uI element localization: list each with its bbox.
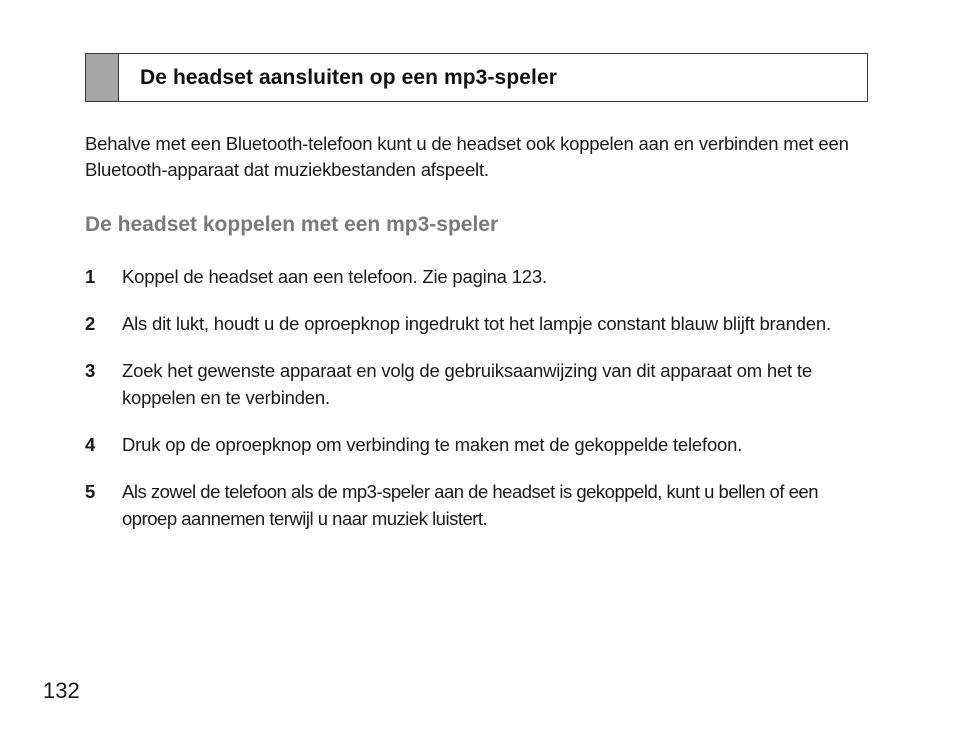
step-text: Zoek het gewenste apparaat en volg de gebruiksaanwijzing van dit apparaat om het te koppelen en te verbinden. — [122, 360, 812, 408]
step-number: 1 — [85, 266, 96, 287]
intro-paragraph: Behalve met een Bluetooth-telefoon kunt u de headset ook koppelen aan en verbinden met een Bluetooth-apparaat dat muziekbestanden afspeelt. — [85, 133, 849, 180]
step-item — [85, 310, 875, 337]
section-title: De headset aansluiten op een mp3-speler — [140, 65, 558, 89]
step-item — [85, 357, 875, 411]
step-item — [85, 478, 875, 532]
step-number: 4 — [85, 434, 96, 455]
step-text: Als dit lukt, houdt u de oproepknop ingedrukt tot het lampje constant blauw blijft branden. — [122, 313, 831, 334]
section-marker — [86, 54, 119, 101]
step-item — [85, 431, 875, 458]
step-text: Druk op de oproepknop om verbinding te maken met de gekoppelde telefoon. — [122, 434, 743, 455]
step-number: 5 — [85, 481, 96, 502]
step-text: Als zowel de telefoon als de mp3-speler aan de headset is gekoppeld, kunt u bellen of een oproep aannemen terwijl u naar muziek luistert. — [122, 481, 818, 529]
step-number: 2 — [85, 313, 96, 334]
step-item — [85, 263, 875, 290]
step-text: Koppel de headset aan een telefoon. Zie pagina 123. — [122, 266, 547, 287]
step-number: 3 — [85, 360, 96, 381]
steps-list — [85, 263, 875, 532]
page-number: 132 — [43, 678, 80, 703]
subheading: De headset koppelen met een mp3-speler — [85, 213, 499, 236]
section-header — [85, 53, 868, 102]
